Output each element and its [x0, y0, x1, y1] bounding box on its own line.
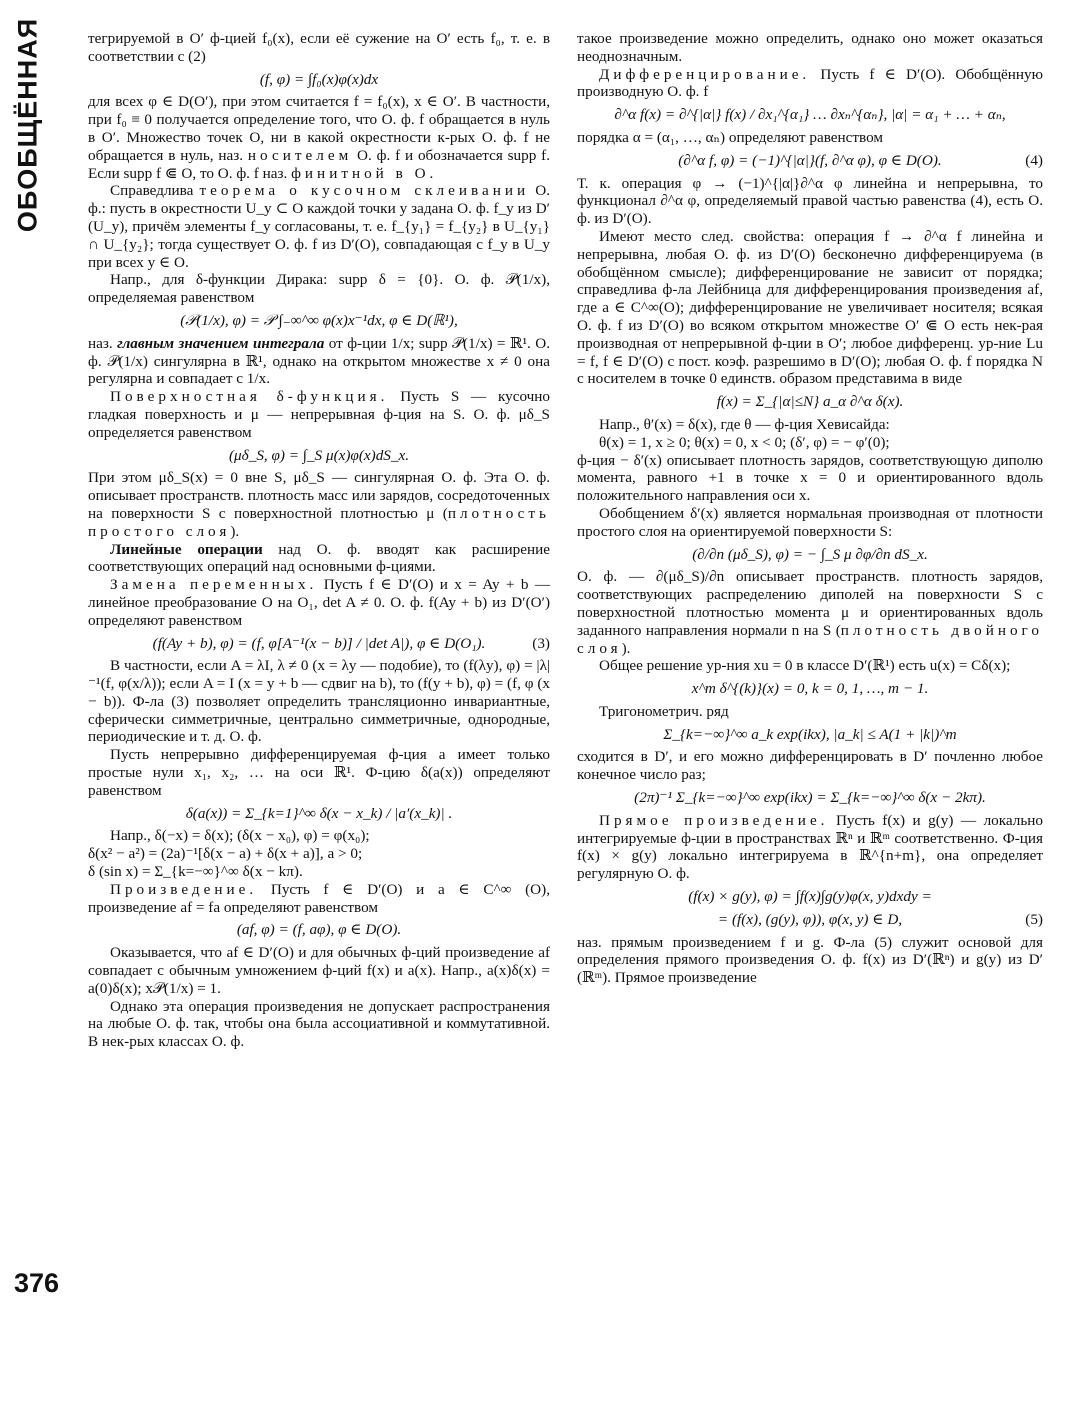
paragraph: порядка α = (α₁, …, αₙ) определяют равенством — [577, 128, 884, 146]
paragraph: θ(x) = 1, x ≥ 0; θ(x) = 0, x < 0; (δ′, φ) = − φ′(0); — [599, 433, 890, 451]
equation-number: (5) — [1025, 910, 1043, 928]
equation-number: (3) — [532, 634, 550, 652]
term: Линейные операции — [110, 540, 263, 558]
term: главным значением интеграла — [117, 334, 325, 352]
formula: (∂^α f, φ) = (−1)^{|α|}(f, ∂^α φ), φ ∈ D(O). (4) — [678, 151, 1043, 169]
paragraph: ф-ция − δ′(x) описывает плотность зарядов, соответствующую диполю момента, равного +1 в точке x = 0 и ориентированного вдоль положительного направления оси x. — [577, 451, 1043, 505]
term: Прямое произведение. — [599, 811, 829, 829]
term: Произведение. — [110, 880, 258, 898]
term: Поверхностная δ-функция. — [110, 388, 389, 406]
paragraph: Замена переменных. Пусть f ∈ D′(O) и x = Ay + b — линейное преобразование O на O₁, det A ≠ 0. О. ф. f(Ay + b) из D′(O′) определяют равенством — [88, 576, 551, 629]
formula: (∂/∂n (μδ_S), φ) = − ∫_S μ ∂φ/∂n dS_x. — [692, 545, 928, 563]
term: плотность двойного слоя — [577, 621, 1043, 657]
paragraph: δ (sin x) = Σ_{k=−∞}^∞ δ(x − kπ). — [88, 863, 303, 881]
paragraph: Оказывается, что af ∈ D′(O) и для обычных ф-ций произведение af совпадает с обычным умножением ф-ций f(x) и a(x). Напр., a(x)δ(x) = a(0)δ(x); x𝒫(1/x) = 1. — [88, 944, 550, 997]
term: Замена переменных. — [110, 576, 318, 594]
formula: (μδ_S, φ) = ∫_S μ(x)φ(x)dS_x. — [228, 446, 410, 464]
paragraph: В частности, если A = λI, λ ≠ 0 (x = λy — подобие), то (f(λy), φ) = |λ|⁻¹(f, φ(x/λ)); если A = I (x = y + b — сдвиг на b), то (f(y + b), φ) = (f, φ (x − b)). Ф-ла (3) позволяет определить трансляционно инвариантные, сферически симметричные, центрально симметричные, однородные, периодические и т. д. О. ф. — [88, 657, 550, 746]
formula: x^m δ^{(k)}(x) = 0, k = 0, 1, …, m − 1. — [691, 680, 929, 698]
formula: = (f(x), (g(y), φ)), φ(x, y) ∈ D, (5) — [717, 910, 1043, 928]
equation-number: (4) — [1025, 151, 1043, 169]
page-number: 376 — [14, 1268, 60, 1298]
left-column — [88, 30, 550, 1051]
paragraph: Произведение. Пусть f ∈ D′(O) и a ∈ C^∞ (O), произведение af = fa определяют равенством — [88, 880, 551, 916]
formula: f(x) = Σ_{|α|≤N} a_α ∂^α δ(x). — [716, 393, 904, 411]
formula: (f(x) × g(y), φ) = ∫f(x)∫g(y)φ(x, y)dxdy = — [688, 888, 932, 906]
paragraph: такое произведение можно определить, однако оно может оказаться неоднозначным. — [577, 30, 1043, 65]
paragraph: Пусть непрерывно дифференцируемая ф-ция a имеет только простые нули x₁, x₂, … на оси ℝ¹. Ф-цию δ(a(x)) определяют равенством — [88, 746, 550, 799]
running-head: ОБОБЩЁННАЯ — [12, 17, 43, 233]
paragraph: сходится в D′, и его можно дифференцировать в D′ почленно любое конечное число раз; — [577, 748, 1043, 784]
right-column — [577, 30, 1043, 987]
paragraph: Обобщением δ′(x) является нормальная производная от плотности простого слоя на ориентируемой поверхности S: — [577, 504, 1043, 540]
formula: (f(Ay + b), φ) = (f, φ[A⁻¹(x − b)] / |det A|), φ ∈ D(O₁). (3) — [152, 634, 550, 652]
formula: δ(a(x)) = Σ_{k=1}^∞ δ(x − x_k) / |a′(x_k)| . — [185, 804, 453, 822]
paragraph: Прямое произведение. Пусть f(x) и g(y) — локально интегрируемые ф-ции в пространствах ℝⁿ и ℝᵐ соответственно. Ф-ция f(x) × g(y) локально интегрируема в ℝ^{n+m}, она определяет регулярную О. ф. — [577, 811, 1043, 883]
paragraph: наз. прямым произведением f и g. Ф-ла (5) служит основой для определения прямого произведения О. ф. f(x) из D′(ℝⁿ) и g(y) из D′(ℝᵐ). Прямое произведение — [577, 933, 1043, 987]
paragraph: Напр., δ(−x) = δ(x); (δ(x − x₀), φ) = φ(x₀); — [110, 827, 370, 845]
paragraph: δ(x² − a²) = (2a)⁻¹[δ(x − a) + δ(x + a)], a > 0; — [88, 845, 363, 863]
formula: (2π)⁻¹ Σ_{k=−∞}^∞ exp(ikx) = Σ_{k=−∞}^∞ δ(x − 2kπ). — [634, 789, 986, 807]
paragraph: тегрируемой в O′ ф-цией f₀(x), если её сужение на O′ есть f₀, т. е. в соответствии с (2) — [88, 30, 550, 65]
formula: ∂^α f(x) = ∂^{|α|} f(x) / ∂x₁^{α₁} … ∂xₙ^{αₙ}, |α| = α₁ + … + αₙ, — [614, 106, 1006, 124]
formula: Σ_{k=−∞}^∞ a_k exp(ikx), |a_k| ≤ A(1 + |k|)^m — [663, 725, 957, 743]
paragraph: для всех φ ∈ D(O′), при этом считается f = f₀(x), x ∈ O′. В частности, при f₀ ≡ 0 получается определение того, что О. ф. f обращается в нуль в O′. Множество точек O, ни в какой окрестности к-рых О. ф. f не обращается в нуль, наз. носителем О. ф. f и обозначается supp f. Если supp f ⋐ O, то О. ф. f наз. финитной в O. — [88, 93, 551, 182]
paragraph: Дифференцирование. Пусть f ∈ D′(O). Обобщённую производную О. ф. f — [577, 65, 1043, 101]
paragraph: Тригонометрич. ряд — [599, 702, 729, 720]
term: носителем — [247, 146, 353, 164]
formula: (af, φ) = (f, aφ), φ ∈ D(O). — [236, 921, 402, 939]
paragraph: Линейные операции над О. ф. вводят как расширение соответствующих операций над основными ф-циями. — [88, 540, 550, 576]
term: плотность простого слоя — [88, 504, 550, 540]
paragraph: Поверхностная δ-функция. Пусть S — кусочно гладкая поверхность и μ — непрерывная ф-ция на S. О. ф. μδ_S определяется равенством — [88, 388, 551, 441]
paragraph: При этом μδ_S(x) = 0 вне S, μδ_S — сингулярная О. ф. Эта О. ф. описывает пространств. плотность масс или зарядов, сосредоточенных на поверхности S с поверхностной плотностью μ (плотность простого слоя). — [88, 469, 550, 540]
paragraph: Общее решение ур-ния xu = 0 в классе D′(ℝ¹) есть u(x) = Cδ(x); — [599, 657, 1011, 675]
paragraph: Напр., θ′(x) = δ(x), где θ — ф-ция Хевисайда: — [599, 415, 890, 433]
formula: (𝒫(1/x), φ) = 𝒫 ∫₋∞^∞ φ(x)x⁻¹dx, φ ∈ D(ℝ¹), — [180, 311, 458, 329]
paragraph: наз. главным значением интеграла от ф-ции 1/x; supp 𝒫(1/x) = ℝ¹. О. ф. 𝒫(1/x) сингулярна в ℝ¹, однако на открытом множестве x ≠ 0 она регулярна и совпадает с 1/x. — [88, 334, 551, 388]
paragraph: Имеют место след. свойства: операция f → ∂^α f линейна и непрерывна, любая О. ф. из D′(O) бесконечно дифференцируема (в обобщённом смысле); дифференцирование не зависит от порядка; справедлива ф-ла Лейбница для дифференцирования произведения af, где a ∈ C^∞(O); дифференцирование не увеличивает носителя; всякая О. ф. f из D′(O) во всяком открытом множестве O′ ⋐ O есть нек-рая производная от непрерывной ф-ции в O′; любое дифференц. ур-ние Lu = f, f ∈ D′(O) с пост. коэф. разрешимо в D′(O); любая О. ф. f порядка N с носителем в точке 0 единств. образом представима в виде — [577, 227, 1043, 388]
paragraph: Напр., для δ-функции Дирака: supp δ = {0}. О. ф. 𝒫(1/x), определяемая равенством — [88, 271, 550, 307]
paragraph: Т. к. операция φ → (−1)^{|α|}∂^α φ линейна и непрерывна, то функционал ∂^α φ, определяемый правой частью равенства (4), есть О. ф. из D′(O). — [577, 174, 1043, 228]
paragraph: О. ф. — ∂(μδ_S)/∂n описывает пространств. плотность зарядов, соответствующих распределению диполей на поверхности S с поверхностной плотностью момента μ и ориентированных вдоль заданного направления нормали n на S (плотность двойного слоя). — [577, 568, 1043, 657]
paragraph: Однако эта операция произведения не допускает распространения на любые О. ф. так, чтобы она была ассоциативной и коммутативной. В нек-рых классах О. ф. — [88, 997, 550, 1051]
term: теорема о кусочном склеивании — [199, 182, 530, 200]
term: Дифференцирование. — [599, 65, 811, 83]
paragraph: Справедлива теорема о кусочном склеивании О. ф.: пусть в окрестности U_y ⊂ O каждой точки y задана О. ф. f_y из D′(U_y), причём элементы f_y согласованы, т. е. f_{y₁} = f_{y₂} в U_{y₁} ∩ U_{y₂}; тогда существует О. ф. f из D′(O), совпадающая с f_y в U_y при всех y ∈ O. — [88, 182, 551, 271]
formula: (f, φ) = ∫f₀(x)φ(x)dx — [259, 70, 379, 88]
term: финитной в O. — [291, 164, 438, 182]
